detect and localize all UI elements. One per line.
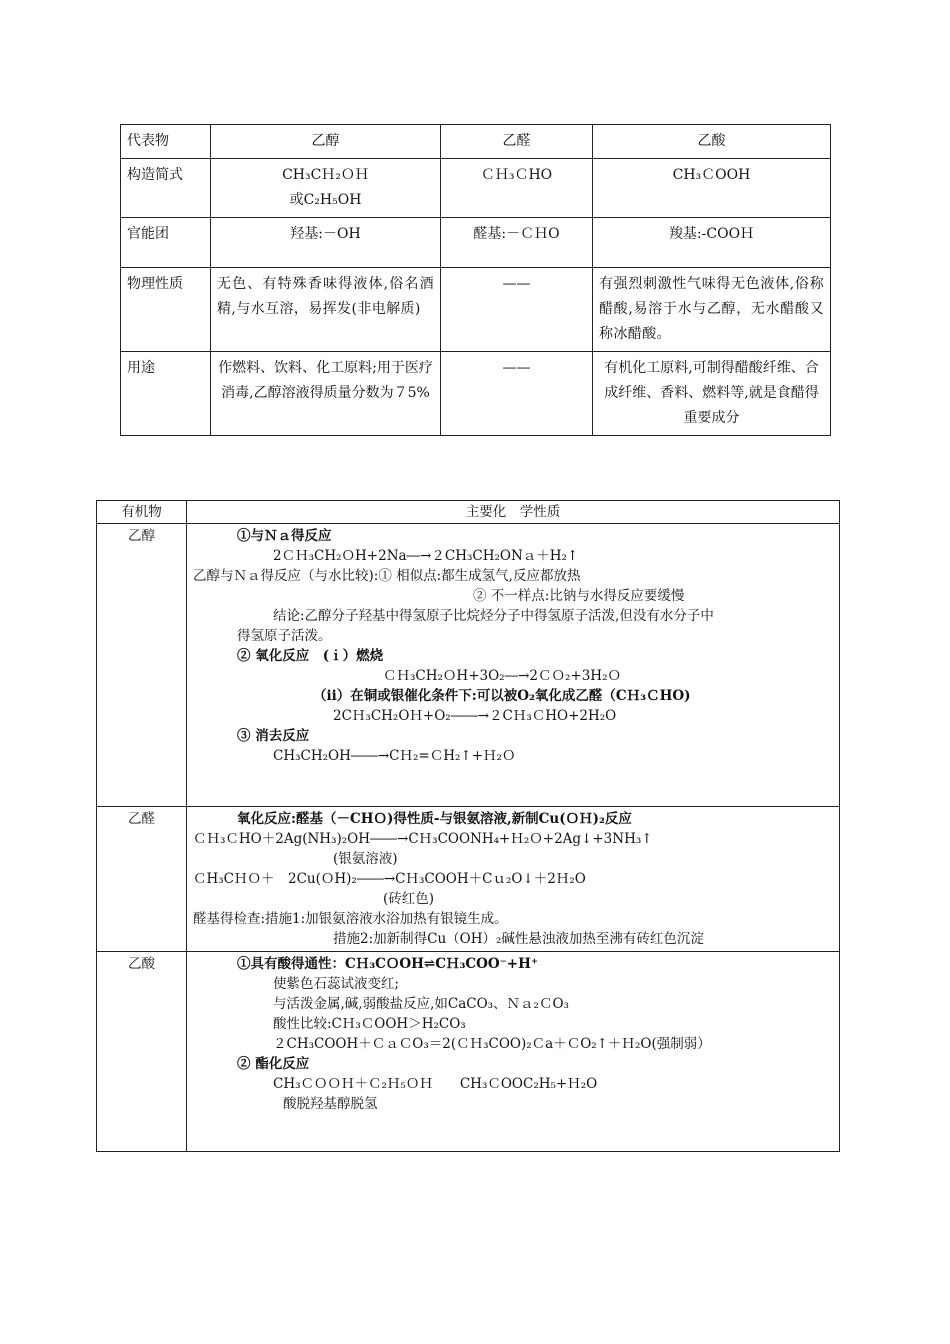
- section-heading: 氧化反应:醛基（－CHＯ)得性质-与银氨溶液,新制Cu(ＯＨ)₂反应: [237, 811, 632, 827]
- table-cell: 醛基:－ＣＨO: [441, 218, 593, 268]
- text-line: 结论:乙醇分子羟基中得氢原子比烷烃分子中得氢原子活泼,但没有水分子中: [273, 608, 714, 624]
- table-header-row: [121, 125, 831, 159]
- table-row: [121, 218, 831, 268]
- row-label: 物理性质: [121, 268, 211, 352]
- section-heading: （ii）在铜或银催化条件下:可以被O₂氧化成乙醛（CＨ₃ＣHO): [313, 688, 691, 704]
- header-cell: 乙醇: [211, 125, 441, 159]
- table-cell: 作燃料、饮料、化工原料;用于医疗消毒,乙醇溶液得质量分数为７5%: [211, 352, 441, 436]
- text-line: 与活泼金属,碱,弱酸盐反应,如CaCO₃、Ｎａ₂ＣO₃: [273, 996, 569, 1012]
- text-line: 得氢原子活泼。: [237, 628, 332, 644]
- cell-line: CH₃CＨ₂ＯＨ: [282, 167, 369, 183]
- text-line: ② 不一样点:比钠与水得反应要缓慢: [473, 588, 685, 604]
- section-heading: ② 氧化反应 (ｉ）燃烧: [237, 648, 384, 664]
- table-cell: 有机化工原料,可制得醋酸纤维、合成纤维、香料、燃料等,就是食醋得重要成分: [593, 352, 831, 436]
- header-cell: 有机物: [97, 501, 187, 524]
- equation-note: (银氨溶液): [333, 851, 398, 867]
- table-cell: [211, 159, 441, 218]
- equation-line: ２CH₃COOH＋ＣａＣO₃＝2(ＣＨ₃COO)₂Ｃa＋ＣO₂↑＋Ｈ₂O(强制弱）: [273, 1036, 711, 1052]
- table-header-row: [97, 501, 840, 524]
- table-cell: 羧基:-COOＨ: [593, 218, 831, 268]
- table-cell: ＣＨ₃ＣHO: [441, 159, 593, 218]
- table-cell: 无色、有特殊香味得液体,俗名酒精,与水互溶，易挥发(非电解质): [211, 268, 441, 352]
- row-label: 用途: [121, 352, 211, 436]
- section-heading: ①与Ｎａ得反应: [237, 528, 332, 544]
- table-row: [97, 952, 840, 1152]
- comparison-table: [120, 124, 831, 436]
- table-row: [121, 159, 831, 218]
- row-label: 官能团: [121, 218, 211, 268]
- header-cell: 乙醛: [441, 125, 593, 159]
- property-cell: [187, 807, 840, 952]
- table-cell: 有强烈刺激性气味得无色液体,俗称醋酸,易溶于水与乙醇，无水醋酸又称冰醋酸。: [593, 268, 831, 352]
- compound-name: 乙醇: [97, 524, 187, 807]
- header-cell: 乙酸: [593, 125, 831, 159]
- equation-line: CH₃CH₂OH――→CＨ₂=ＣH₂↑+Ｈ₂Ｏ: [273, 748, 516, 764]
- row-label: 构造简式: [121, 159, 211, 218]
- table-row: [97, 807, 840, 952]
- section-heading: ② 酯化反应: [237, 1056, 310, 1072]
- section-heading: ③ 消去反应: [237, 728, 310, 744]
- text-line: 酸性比较:CＨ₃ＣOOH＞H₂CO₃: [273, 1016, 466, 1032]
- equation-line: 2CＨ₃CH₂OＨ+O₂――→２CＨ₃ＣHO+2H₂O: [333, 708, 617, 724]
- text-line: 乙醇与Ｎａ得反应（与水比较):① 相似点:都生成氢气,反应都放热: [193, 568, 581, 584]
- equation-line: 2ＣＨ₃CH₂ＯH+2Na―→２CH₃CH₂ONａ＋H₂↑: [273, 548, 579, 564]
- property-cell: [187, 524, 840, 807]
- equation-line: ＣH₃CＨＯ＋ 2Cu(ＯH)₂――→CＨ₃COOH＋Cｕ₂O↓＋2Ｈ₂O: [193, 871, 586, 887]
- property-cell: [187, 952, 840, 1152]
- equation-line: ＣＨ₃CH₂ＯH+3O₂―→2ＣＯ₂+3H₂Ｏ: [383, 668, 621, 684]
- text-line: 酸脱羟基醇脱氢: [283, 1096, 378, 1112]
- equation-line: ＣＨ₃ＣHO＋2Ag(NH₃)₂OH――→CＨ₃COONH₄+Ｈ₂Ｏ+2Ag↓+3NH₃↑: [193, 831, 653, 847]
- compound-name: 乙酸: [97, 952, 187, 1152]
- equation-note: (砖红色): [383, 891, 435, 907]
- table-cell: CH₃ＣOOH: [593, 159, 831, 218]
- text-line: 使紫色石蕊试液变红;: [273, 976, 400, 992]
- table-row: [121, 352, 831, 436]
- chemical-properties-table: [96, 500, 840, 1152]
- table-row: [97, 524, 840, 807]
- compound-name: 乙醛: [97, 807, 187, 952]
- table-cell: 羟基:－OH: [211, 218, 441, 268]
- section-heading: ①具有酸得通性：CＨ₃CＯOH⇌CＨ₃COO⁻+H⁺: [237, 956, 538, 972]
- table-cell: ——: [441, 352, 593, 436]
- header-cell: 主要化 学性质: [187, 501, 840, 524]
- table-cell: ——: [441, 268, 593, 352]
- equation-line: CH₃ＣＯＯＨ＋Ｃ₂Ｈ₅ＯＨ CH₃ＣOOC₂H₅+Ｈ₂O: [273, 1076, 598, 1092]
- header-cell: 代表物: [121, 125, 211, 159]
- text-line: 醛基得检查:措施1:加银氨溶液水浴加热有银镜生成。: [193, 911, 508, 927]
- cell-line: 或C₂H₅OH: [289, 192, 362, 208]
- text-line: 措施2:加新制得Cu（OH）₂碱性悬浊液加热至沸有砖红色沉淀: [333, 931, 704, 947]
- table-row: [121, 268, 831, 352]
